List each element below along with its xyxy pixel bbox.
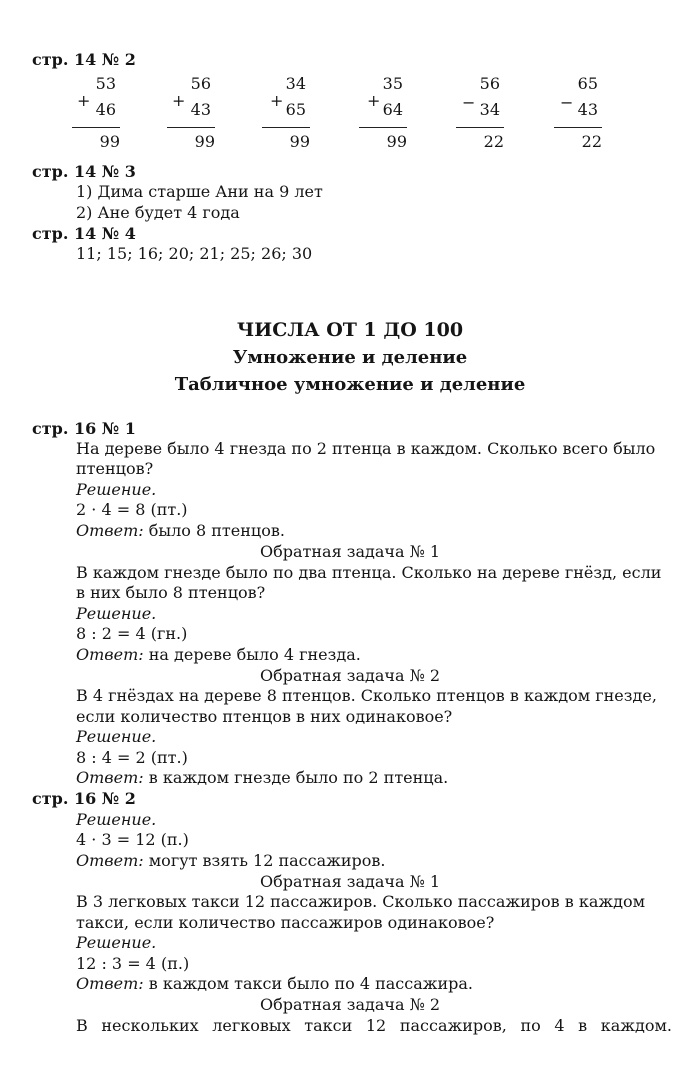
operand-b: 43 [190,100,211,119]
operand-b: 64 [382,100,403,119]
sum-line [167,127,215,128]
task-text: В каждом гнезде было по два птенца. Сколько на дереве гнёзд, если [76,563,662,582]
result: 99 [99,132,120,151]
task-text: В нескольких легковых такси 12 пассажиров, по 4 в каждом. [76,1016,672,1035]
sum-line [359,127,407,128]
operand-b: 43 [577,100,598,119]
solution-label: Решение. [76,727,157,746]
answer-line: 1) Дима старше Ани на 9 лет [76,182,323,201]
inverse-task-title: Обратная задача № 2 [259,995,441,1014]
operand-a: 65 [577,74,598,93]
task-text: в них было 8 птенцов? [76,583,266,602]
solution-expression: 12 : 3 = 4 (п.) [76,954,190,973]
task-text: В 3 легковых такси 12 пассажиров. Сколько пассажиров в каждом [76,892,646,911]
chapter-subtitle: Умножение и деление [232,347,468,368]
operand-b: 34 [479,100,500,119]
answer-text: было 8 птенцов. [148,521,285,540]
operation-sign: + [172,91,186,110]
answer-label: Ответ: [76,974,144,993]
operation-sign: + [77,91,91,110]
operand-a: 53 [95,74,116,93]
answer-label: Ответ: [76,645,144,664]
answer-line [76,768,448,787]
sum-line [554,127,602,128]
sum-line [456,127,504,128]
operation-sign: + [270,91,284,110]
task-text: если количество птенцов в них одинаковое? [76,707,453,726]
answer-text: в каждом гнезде было по 2 птенца. [148,768,449,787]
answer-label: Ответ: [76,521,144,540]
operand-a: 56 [479,74,500,93]
solution-label: Решение. [76,480,157,499]
answer-line: 11; 15; 16; 20; 21; 25; 26; 30 [76,244,313,263]
result: 99 [386,132,407,151]
chapter-title: ЧИСЛА ОТ 1 ДО 100 [236,319,464,341]
result: 22 [483,132,504,151]
solution-label: Решение. [76,604,157,623]
answer-line [76,974,473,993]
task-text: На дереве было 4 гнезда по 2 птенца в каждом. Сколько всего было [76,439,656,458]
section-ref-14-3: стр. 14 № 3 [32,162,136,181]
solution-expression: 8 : 4 = 2 (пт.) [76,748,188,767]
answer-line [76,851,385,870]
result: 99 [289,132,310,151]
sum-line [72,127,120,128]
task-text: В 4 гнёздах на дереве 8 птенцов. Сколько птенцов в каждом гнезде, [76,686,657,705]
operand-b: 65 [285,100,306,119]
inverse-task-title: Обратная задача № 1 [259,872,441,891]
sum-line [262,127,310,128]
operand-b: 46 [95,100,116,119]
task-text: птенцов? [76,459,154,478]
section-ref-16-1: стр. 16 № 1 [32,419,136,438]
answer-text: в каждом такси было по 4 пассажира. [148,974,474,993]
result: 99 [194,132,215,151]
operand-a: 56 [190,74,211,93]
answer-label: Ответ: [76,851,144,870]
answer-line [76,645,361,664]
inverse-task-title: Обратная задача № 1 [259,542,441,561]
solution-expression: 8 : 2 = 4 (гн.) [76,624,188,643]
operand-a: 34 [285,74,306,93]
solution-expression: 4 · 3 = 12 (п.) [76,830,189,849]
operation-sign: + [367,91,381,110]
operation-sign: − [462,93,476,112]
answer-line [76,521,285,540]
answer-text: могут взять 12 пассажиров. [148,851,386,870]
section-ref-14-4: стр. 14 № 4 [32,224,136,243]
section-ref-16-2: стр. 16 № 2 [32,789,136,808]
answer-line: 2) Ане будет 4 года [76,203,240,222]
solution-label: Решение. [76,933,157,952]
section-ref-14-2: стр. 14 № 2 [32,50,136,69]
solution-label: Решение. [76,810,157,829]
inverse-task-title: Обратная задача № 2 [259,666,441,685]
result: 22 [581,132,602,151]
solution-expression: 2 · 4 = 8 (пт.) [76,500,188,519]
answer-text: на дереве было 4 гнезда. [148,645,361,664]
operation-sign: − [560,93,574,112]
answer-label: Ответ: [76,768,144,787]
chapter-subtitle-2: Табличное умножение и деление [174,374,526,395]
task-text: такси, если количество пассажиров одинаковое? [76,913,495,932]
operand-a: 35 [382,74,403,93]
